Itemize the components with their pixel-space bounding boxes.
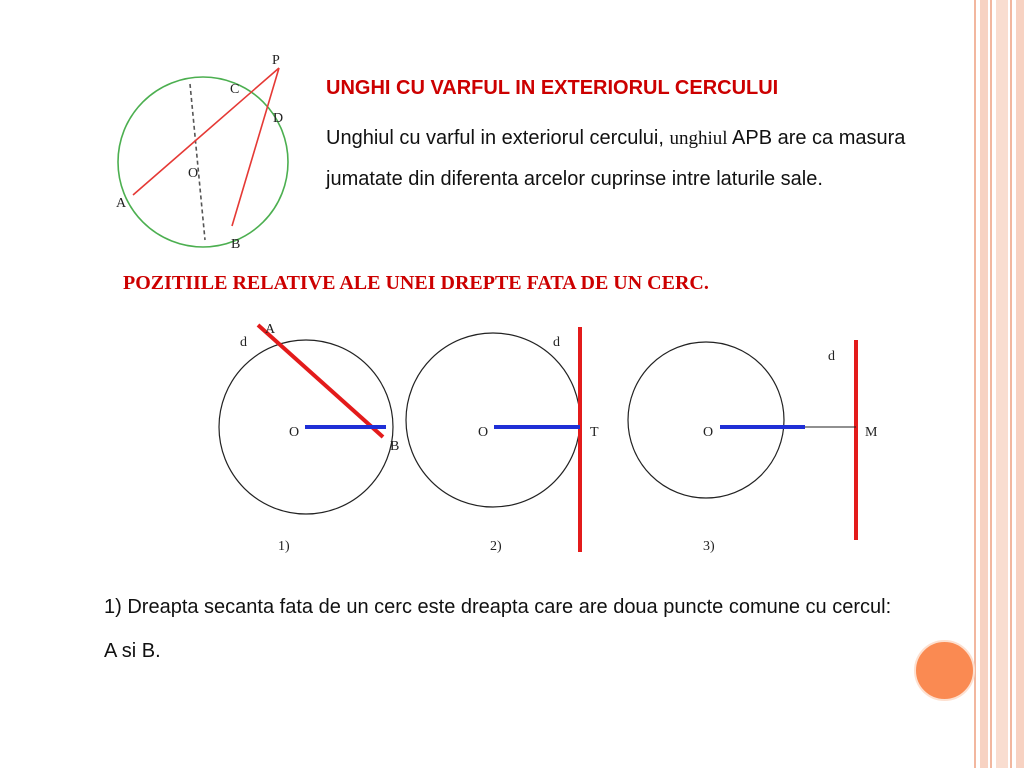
orange-circle-decoration (914, 640, 975, 701)
text-part-serif: unghiul (669, 128, 728, 149)
label-o: O (703, 425, 714, 440)
label-o: O (289, 425, 300, 440)
label-d: d (240, 335, 247, 350)
label-o: O (188, 166, 199, 181)
diameter-line (190, 84, 205, 240)
secant-line-pa (133, 68, 279, 195)
text-part: APB are ca masura jumatate din diferenta arcelor cuprinse intre laturile sale. (326, 127, 906, 190)
label-m: M (865, 425, 878, 440)
label-d: D (273, 111, 284, 126)
caption-2: 2) (490, 539, 502, 554)
text-part: Unghiul cu varful in exteriorul cercului, (326, 127, 670, 149)
caption-3: 3) (703, 539, 715, 554)
label-o: O (478, 425, 489, 440)
paragraph-exterior-angle (326, 118, 966, 199)
caption-1: 1) (278, 539, 290, 554)
figure-tangent (406, 327, 599, 554)
figure-secant (219, 322, 399, 554)
paragraph-secant-definition: 1) Dreapta secanta fata de un cerc este dreapta care are doua puncte comune cu cercul: A si B. (104, 596, 892, 662)
label-c: C (230, 82, 240, 97)
label-d: d (553, 335, 560, 350)
label-t: T (590, 425, 599, 440)
label-b: B (231, 237, 241, 252)
label-b: B (390, 439, 400, 454)
label-a: A (116, 196, 127, 211)
section-title-relative-positions: POZITIILE RELATIVE ALE UNEI DREPTE FATA DE UN CERC. (123, 272, 709, 294)
label-p: P (272, 53, 280, 68)
circle (118, 77, 288, 247)
circle (628, 342, 784, 498)
label-a: A (265, 322, 276, 337)
section-title-exterior-angle: UNGHI CU VARFUL IN EXTERIORUL CERCULUI (326, 77, 779, 99)
label-d: d (828, 349, 835, 364)
figure-exterior (628, 340, 878, 554)
circle (406, 333, 580, 507)
